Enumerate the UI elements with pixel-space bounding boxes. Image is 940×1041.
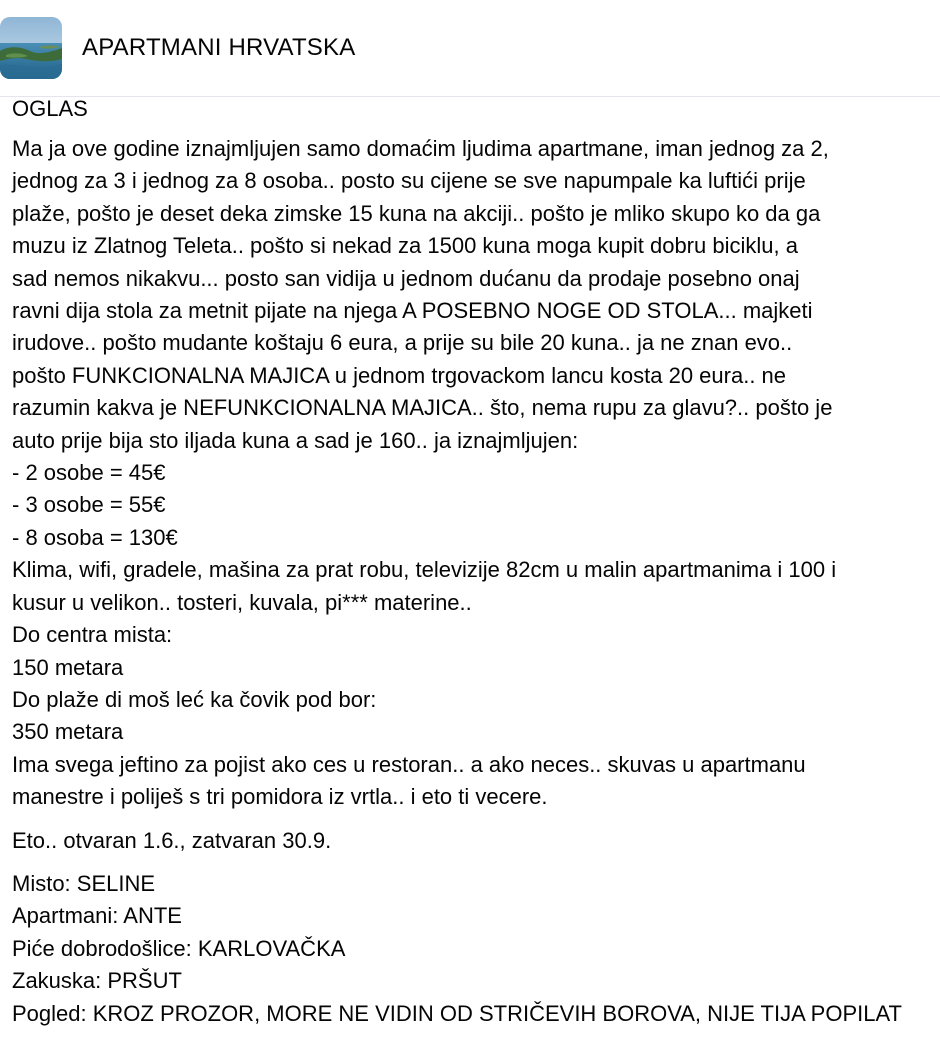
post-line: jednog za 3 i jednog za 8 osoba.. posto su cijene se sve napumpale ka luftići prije — [12, 168, 806, 194]
price-line: - 2 osobe = 45€ — [12, 460, 166, 486]
post-line: irudove.. pošto mudante koštaju 6 eura, a prije su bile 20 kuna.. ja ne znan evo.. — [12, 330, 793, 356]
post-line: Ima svega jeftino za pojist ako ces u restoran.. a ako neces.. skuvas u apartmanu — [12, 751, 806, 777]
post-line: Klima, wifi, gradele, mašina za prat robu, televizije 82cm u malin apartmanima i 100 i — [12, 557, 837, 583]
post-paragraph-dates — [12, 825, 937, 857]
post-line: Eto.. otvaran 1.6., zatvaran 30.9. — [12, 827, 332, 853]
post-line: pošto FUNKCIONALNA MAJICA u jednom trgovackom lancu kosta 20 eura.. ne — [12, 362, 787, 388]
post-line: Do plaže di moš leć ka čovik pod bor: — [12, 686, 377, 712]
price-line: - 3 osobe = 55€ — [12, 492, 166, 518]
post-line: manestre i poliješ s tri pomidora iz vrtla.. i eto ti vecere. — [12, 784, 548, 810]
post-line: Ma ja ove godine iznajmljujen samo domaćim ljudima apartmane, iman jednog za 2, — [12, 136, 829, 161]
detail-line: Pogled: KROZ PROZOR, MORE NE VIDIN OD STRIČEVIH BOROVA, NIJE TIJA POPILAT — [12, 1000, 902, 1026]
post-line: ravni dija stola za metnit pijate na njega A POSEBNO NOGE OD STOLA... majketi — [12, 298, 813, 324]
post-line: sad nemos nikakvu... posto san vidija u jednom dućanu da prodaje posebno onaj — [12, 265, 800, 291]
coastline-photo-icon — [0, 17, 62, 79]
detail-line: Misto: SELINE — [12, 870, 156, 896]
post-paragraph-main — [12, 133, 937, 814]
post-paragraph-details — [12, 868, 937, 1030]
price-line: - 8 osoba = 130€ — [12, 524, 178, 550]
post-line: muzu iz Zlatnog Teleta.. pošto si nekad za 1500 kuna moga kupit dobru biciklu, a — [12, 233, 798, 259]
page-name-link[interactable]: APARTMANI HRVATSKA — [82, 34, 356, 61]
post-line: auto prije bija sto iljada kuna a sad je 160.. ja iznajmljujen: — [12, 427, 579, 453]
detail-line: Zakuska: PRŠUT — [12, 968, 182, 994]
post-header — [0, 0, 940, 97]
post-line: kusur u velikon.. tosteri, kuvala, pi*** materine.. — [12, 589, 472, 615]
post-line: 150 metara — [12, 654, 124, 680]
post-line: razumin kakva je NEFUNKCIONALNA MAJICA.. što, nema rupu za glavu?.. pošto je — [12, 395, 833, 421]
post-line: plaže, pošto je deset deka zimske 15 kuna na akciji.. pošto je mliko skupo ko da ga — [12, 200, 821, 226]
detail-line: Piće dobrodošlice: KARLOVAČKA — [12, 935, 346, 961]
detail-line: Apartmani: ANTE — [12, 903, 182, 929]
page-avatar[interactable] — [0, 17, 62, 79]
post-line: Do centra mista: — [12, 622, 173, 648]
post-line: 350 metara — [12, 719, 124, 745]
post-body — [12, 96, 937, 1041]
post-title: OGLAS — [12, 96, 88, 121]
